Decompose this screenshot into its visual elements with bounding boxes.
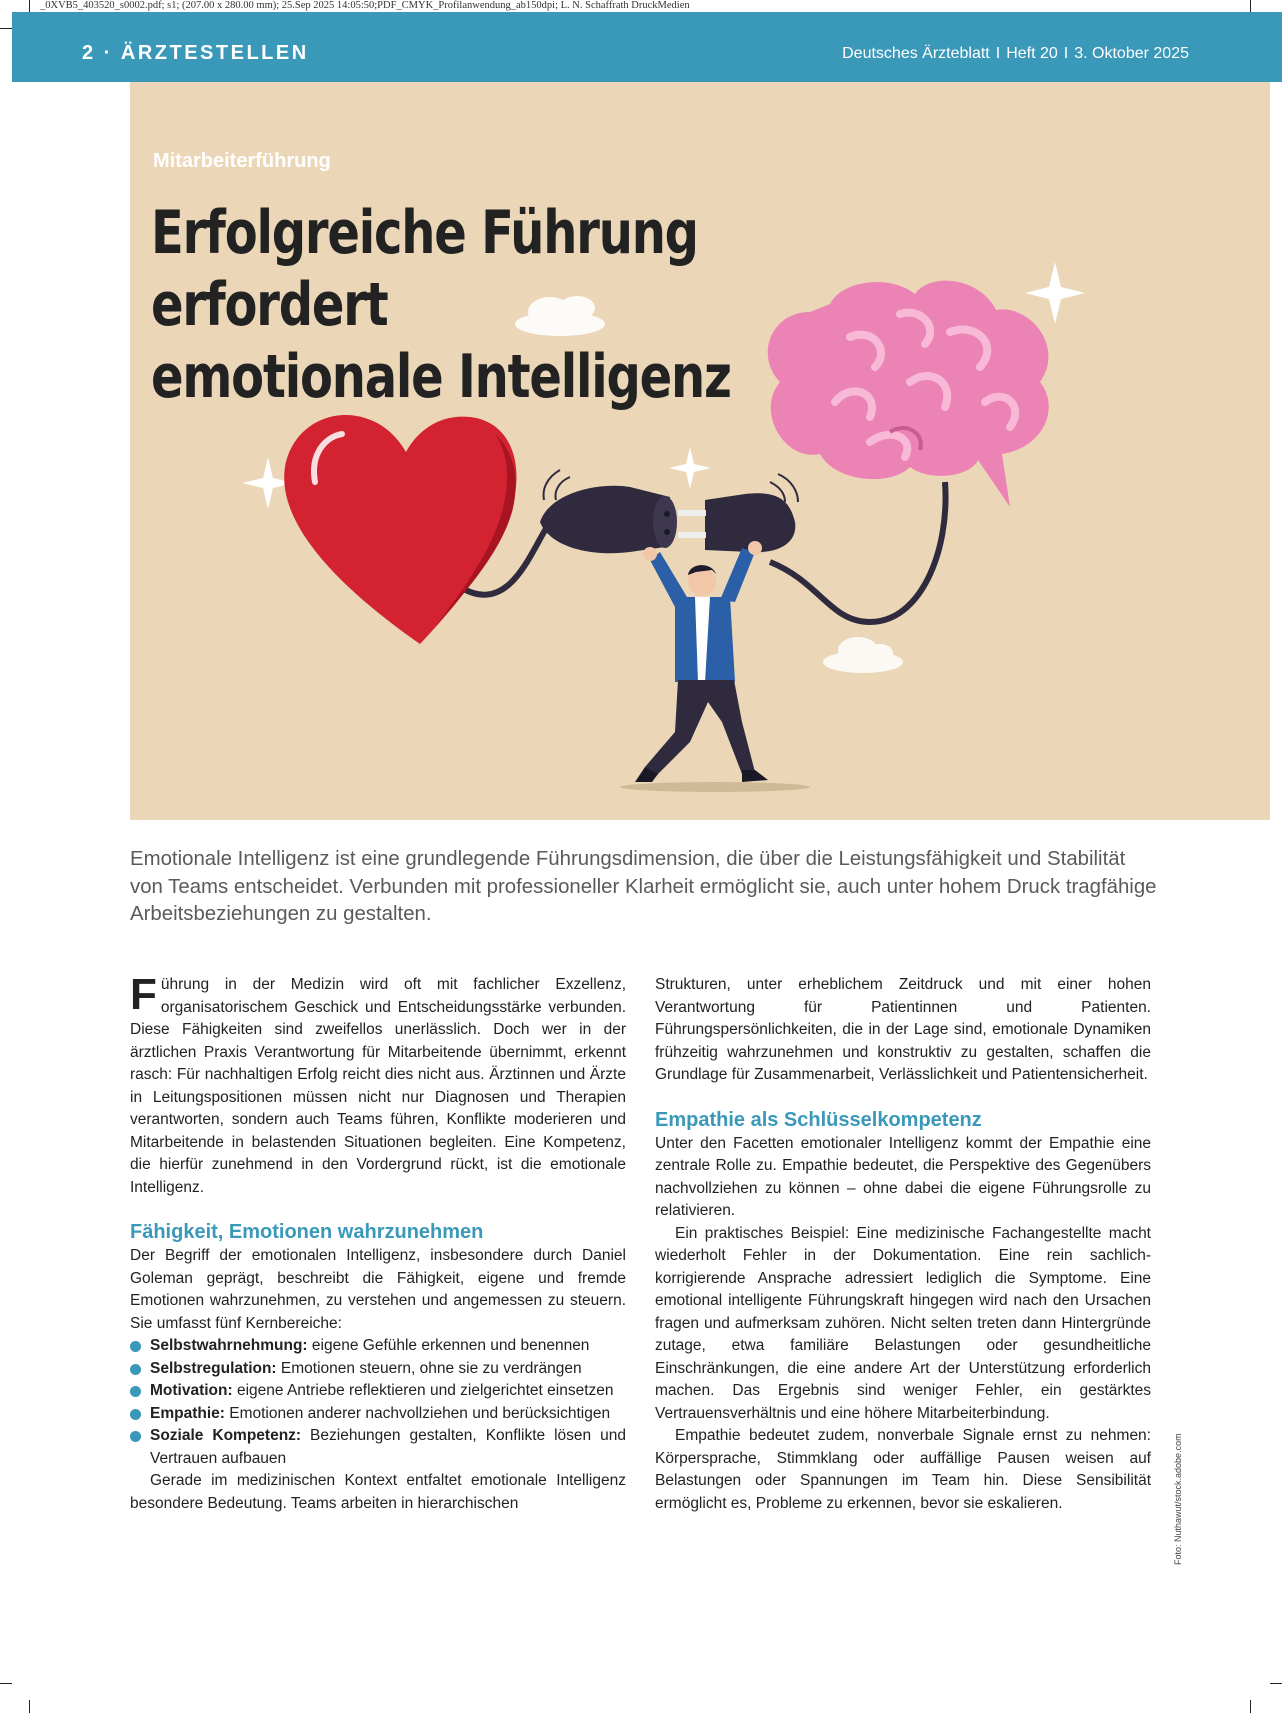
list-item-term: Selbstwahrnehmung: [150,1337,308,1354]
heart-icon [284,415,516,644]
businessman-figure [620,541,810,792]
issue-info [842,45,1189,63]
crop-mark [1250,0,1251,12]
bullet-dot-icon [130,1409,141,1420]
list-item-text: Beziehungen gestalten, Konflikte lösen und Vertrauen aufbauen [150,1427,626,1467]
paragraph: Unter den Facetten emotionaler Intelligenz kommt der Empathie eine zentrale Rolle zu. Empathie bedeutet, die Perspektive des Gegenübers nachvollziehen zu können – ohne dabei die eigene Führungsrolle zu relativieren. [655,1134,1151,1219]
list-item [130,1403,626,1426]
intro-paragraph [130,970,626,1199]
section-label: 2 · ÄRZTESTELLEN [82,42,309,64]
paragraph: Ein praktisches Beispiel: Eine medizinische Fachangestellte macht wiederholt Fehler in der Dokumentation. Eine rein sachlich-korrigierende Ansprache adressiert lediglich die Symptome. Eine emotional intelligente Führungskraft hingegen wird nach den Ursachen fragen und aufmerksam zuhören. Nicht selten treten dann Hintergründe zutage, etwa familiäre Belastungen oder gesundheitliche Einschränkungen, die eine andere Art der Unterstützung erforderlich machen. Das Ergebnis sind weniger Fehler, ein gestärktes Vertrauensverhältnis und eine höhere Mitarbeiterbindung. [655,1224,1151,1422]
brain-icon [768,281,1049,507]
photo-credit: Foto: Nuthawut/stock.adobe.com [1173,1433,1183,1565]
headline-line: erfordert [151,270,388,340]
hero-illustration [130,82,1270,820]
illustration-svg [130,82,1270,820]
article-kicker: Mitarbeiterführung [153,150,331,172]
cloud-icon [823,637,903,673]
intro-text: ührung in der Medizin wird oft mit fachlicher Exzellenz, organisatorischem Geschick und Entscheidungsstärke verbunden. Diese Fähigkeiten sind zweifellos unerlässlich. Doch wer in der ärztlichen Praxis Verantwortung für Mitarbeitende übernimmt, erkennt rasch: Für nachhaltigen Erfolg reicht dies nicht aus. Ärztinnen und Ärzte in Leitungspositionen müssen nicht nur Diagnosen und Therapien verantworten, sondern auch Teams führen, Konflikte moderieren und Mitarbeitende in belastenden Situationen begleiten. Eine Kompetenz, die hierfür zunehmend in den Vordergrund rückt, ist die emotionale Intelligenz. [130,976,626,1196]
list-item-term: Motivation: [150,1382,233,1399]
crop-mark [1250,1700,1251,1713]
list-item [130,1335,626,1358]
separator: I [1063,45,1069,62]
list-item [130,1380,626,1403]
list-item-text: eigene Gefühle erkennen und benennen [307,1337,590,1354]
body-column-left [130,970,626,1515]
section-heading: Empathie als Schlüsselkompetenz [655,1108,982,1131]
paragraph: Der Begriff der emotionalen Intelligenz, insbesondere durch Daniel Goleman geprägt, beschreibt die Fähigkeit, eigene und fremde Emotionen wahrzunehmen, zu verstehen und angemessen zu steuern. Sie umfasst fünf Kernbereiche: [130,1247,626,1332]
list-item-text: Emotionen anderer nachvollziehen und berücksichtigen [224,1404,611,1422]
crop-mark [29,0,30,12]
list-item-term: Soziale Kompetenz: [150,1427,302,1444]
article-lead: Emotionale Intelligenz ist eine grundlegende Führungsdimension, die über die Leistungsfähigkeit und Stabilität von Teams entscheidet. Verbunden mit professioneller Klarheit ermöglicht sie, auch unter hohem Druck tragfähige Arbeitsbeziehungen zu gestalten. [130,848,1157,925]
paragraph: Gerade im medizinischen Kontext entfaltet emotionale Intelligenz besondere Bedeutung. Teams arbeiten in hierarchischen [130,1472,626,1512]
crop-mark [1270,1683,1282,1684]
section-heading: Fähigkeit, Emotionen wahrzunehmen [130,1221,484,1243]
crop-mark [29,1700,30,1713]
core-areas-list [130,1335,626,1470]
issue-date: 3. Oktober 2025 [1074,45,1189,62]
paragraph: Strukturen, unter erheblichem Zeitdruck und mit einer hohen Verantwortung für Patientinnen und Patienten. Führungspersönlichkeiten, die in der Lage sind, emotionale Dynamiken frühzeitig wahrzunehmen und konstruktiv zu gestalten, schaffen die Grundlage für Zusammenarbeit, Verlässlichkeit und Patientensicherheit. [655,976,1151,1083]
list-item-text: eigene Antriebe reflektieren und zielgerichtet einsetzen [232,1382,614,1399]
body-column-right [655,974,1151,1515]
drop-cap: F [130,970,157,1019]
bullet-dot-icon [130,1386,141,1397]
article-headline [151,197,731,413]
socket-icon [540,486,677,553]
list-item [130,1425,626,1470]
bullet-dot-icon [130,1341,141,1352]
list-item [130,1358,626,1381]
headline-line: Erfolgreiche Führung [151,198,698,268]
paragraph: Empathie bedeutet zudem, nonverbale Signale ernst zu nehmen: Körpersprache, Stimmklang oder auffällige Pausen weisen auf Belastungen oder Spannungen im Team hin. Diese Sensibilität ermöglicht es, Probleme zu erkennen, bevor sie eskalieren. [655,1427,1151,1512]
crop-mark [0,28,12,29]
issue-number: Heft 20 [1006,45,1058,62]
separator: I [995,45,1001,62]
publication-name: Deutsches Ärzteblatt [842,45,990,62]
sparkle-icon [669,447,711,489]
list-item-term: Empathie: [150,1404,225,1422]
list-item-text: Emotionen steuern, ohne sie zu verdrängen [276,1359,582,1377]
sparkle-icon [1025,262,1085,324]
bullet-dot-icon [130,1364,141,1375]
page-header [12,12,1282,82]
headline-line: emotionale Intelligenz [151,342,731,412]
list-item-term: Selbstregulation: [150,1359,277,1377]
print-slug: _0XVB5_403520_s0002.pdf; s1; (207.00 x 280.00 mm); 25.Sep 2025 14:05:50;PDF_CMYK_Profilanwendung_ab150dpi; L. N. Schaffrath DruckMedien [40,0,690,11]
crop-mark [0,1683,12,1684]
bullet-dot-icon [130,1431,141,1442]
